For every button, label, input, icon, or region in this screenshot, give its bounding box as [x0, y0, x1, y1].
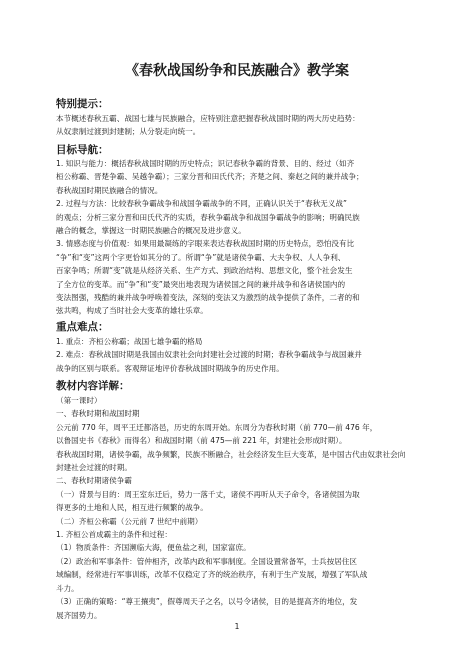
text-line: 1. 知识与能力：概括春秋战国时期的历史特点；识记春秋争霸的背景、目的、经过（如齐 — [56, 159, 355, 168]
text-line: 域编制，经常进行军事训练，改革不仅稳定了齐的统治秩序，有利于生产发展，增强了军队战 — [56, 570, 368, 580]
text-line: 封建社会过渡的时期。 — [56, 463, 132, 473]
text-line: 斗力。 — [56, 583, 79, 593]
text-line: 春秋战国时期，诸侯争霸，战争频繁，民族不断融合，社会经济发生巨大变革，是中国古代由奴隶社会向 — [56, 449, 406, 459]
target-guide-heading: 目标导航： — [56, 144, 109, 156]
text-line: 弦共鸣，构成了当时社会大变革的雄壮乐章。 — [56, 306, 208, 316]
content-heading: 教材内容详解： — [56, 380, 130, 392]
text-line: 战争的区别与联系。客观辩证地评价春秋战国时期战争的历史作用。 — [56, 363, 284, 373]
page-number: 1 — [234, 622, 240, 631]
content-paragraph — [56, 394, 418, 622]
text-line: （一）背景与目的：周王室东迁后，势力一落千丈，诸侯不再听从天子命令，各诸侯国为取 — [56, 489, 360, 499]
text-line: “争”和“变”这两个字更恰如其分的了。所谓“争”就是诸侯争霸、大夫争权、人人争利、 — [56, 252, 346, 262]
text-line: 一、春秋时期和战国时期 — [56, 409, 140, 419]
text-line: 百家争鸣；所谓“变”就是从经济关系、生产方式、到政治结构、思想文化，整个社会发生 — [56, 266, 353, 276]
text-line: （第一课时） — [56, 396, 102, 405]
text-line: 3. 情感态度与价值观：如果用最凝练的字眼来表达春秋战国时期的历史特点，恐怕没有比 — [56, 239, 355, 249]
text-line: 本节概述春秋五霸、战国七雄与民族融合，应特别注意把握春秋战国时期的两大历史趋势： — [56, 114, 360, 123]
special-tip-heading: 特别提示： — [56, 98, 109, 110]
text-line: 变法图强，残酷的兼并战争呼唤着变法，深刻的变法又为激烈的战争提供了条件，二者的和 — [56, 293, 360, 303]
text-line: 展齐国势力。 — [56, 610, 102, 620]
text-line: 2. 难点：春秋战国时期是我国由奴隶社会向封建社会过渡的时期；春秋争霸战争与战国兼并 — [56, 350, 362, 360]
text-line: 2. 过程与方法：比较春秋争霸战争和战国争霸战争的不同，正确认识关于“春秋无义战” — [56, 199, 347, 209]
text-line: 桓公称霸、晋楚争霸、吴越争霸）；三家分晋和田氏代齐；齐楚之间、秦赵之间的兼并战争； — [56, 172, 364, 182]
text-line: 1. 齐桓公首成霸主的条件和过程： — [56, 530, 172, 540]
text-line: 以鲁国史书《春秋》而得名）和战国时期（前 475—前 221 年，封建社会形成时期）。 — [56, 436, 347, 446]
text-line: 1. 重点：齐桓公称霸；战国七雄争霸的格局 — [56, 337, 203, 346]
key-points-paragraph — [56, 335, 418, 375]
target-guide-paragraph — [56, 157, 418, 318]
text-line: （1）物质条件：齐国濒临大海，便鱼盐之利，国家富庶。 — [56, 543, 251, 553]
text-line: （2）政治和军事条件：管仲相齐，改革内政和军事制度。全国设置常备军，士兵按居住区 — [56, 556, 357, 566]
text-line: 公元前 770 年，周平王迁都洛邑，历史的东周开始。东周分为春秋时期（前 770—前 476 年， — [56, 422, 378, 432]
text-line: （3）正确的策略：“尊王攘夷”，假尊周天子之名，以号令诸侯，目的是提高齐的地位，发 — [56, 597, 358, 607]
text-line: 了全方位的变革。而“争”和“变”最突出地表现为诸侯国之间的兼并战争和各诸侯国内的 — [56, 279, 346, 289]
text-line: （二）齐桓公称霸（公元前 7 世纪中前期） — [56, 516, 203, 526]
text-line: 的观点；分析三家分晋和田氏代齐的实质，春秋争霸战争和战国争霸战争的影响；明确民族 — [56, 212, 360, 222]
text-line: 从奴隶制过渡到封建制；从分裂走向统一。 — [56, 127, 201, 137]
text-line: 融合的概念，掌握这一时期民族融合的概况及进步意义。 — [56, 226, 246, 236]
text-line: 春秋战国时期民族融合的情况。 — [56, 185, 163, 195]
text-line: 得更多的土地和人民，相互进行频繁的战争。 — [56, 503, 208, 513]
text-line: 二、春秋时期诸侯争霸 — [56, 476, 132, 486]
key-points-heading: 重点难点： — [56, 321, 109, 333]
special-tip-paragraph — [56, 112, 418, 139]
document-title: 《春秋战国纷争和民族融合》教学案 — [125, 63, 349, 79]
